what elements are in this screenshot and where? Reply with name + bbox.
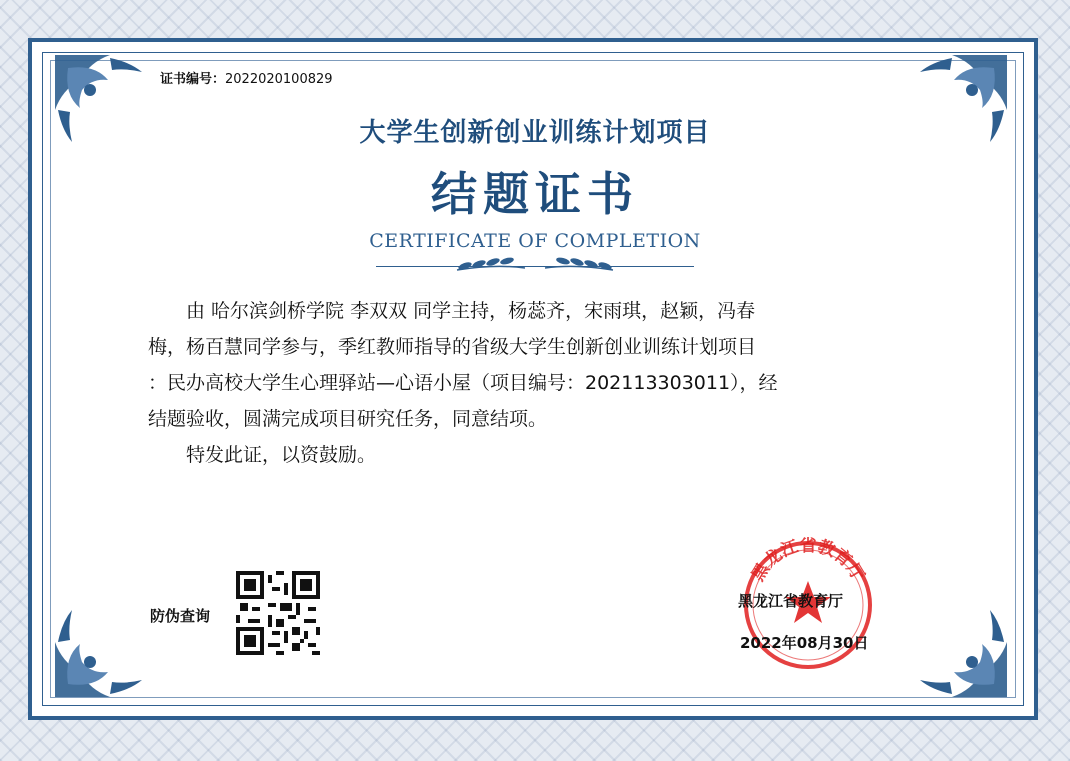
- body-line: 梅，杨百慧同学参与，季红教师指导的省级大学生创新创业训练计划项目: [148, 336, 757, 358]
- corner-ornament-icon: [50, 602, 150, 702]
- corner-ornament-icon: [912, 602, 1012, 702]
- anti-counterfeit-label: 防伪查询: [150, 607, 211, 625]
- english-title: CERTIFICATE OF COMPLETION: [369, 230, 701, 252]
- body-line: 结题验收，圆满完成项目研究任务，同意结项。: [148, 408, 548, 430]
- closing-line: 特发此证，以资鼓励。: [186, 444, 377, 466]
- certificate-title: 结题证书: [431, 167, 639, 221]
- certificate-number-value: 2022020100829: [225, 72, 333, 87]
- laurel-icon: [445, 252, 625, 278]
- issuer-name: 黑龙江省教育厅: [738, 592, 844, 610]
- body-line: 由 哈尔滨剑桥学院 李双双 同学主持，杨蕊齐，宋雨琪，赵颖，冯春: [186, 300, 756, 322]
- certificate-number-label: 证书编号：: [160, 72, 226, 87]
- certificate-number: [160, 68, 333, 87]
- issue-date: 2022年08月30日: [740, 634, 869, 652]
- qr-code-icon[interactable]: [236, 571, 320, 655]
- certificate-body: [148, 293, 928, 473]
- svg-text:黑龙江省教育厅: [748, 537, 868, 585]
- body-line: ：民办高校大学生心理驿站—心语小屋（项目编号：202113303011），经: [148, 372, 778, 394]
- seal-text: 黑龙江省教育厅: [748, 537, 868, 585]
- program-title: 大学生创新创业训练计划项目: [359, 118, 711, 148]
